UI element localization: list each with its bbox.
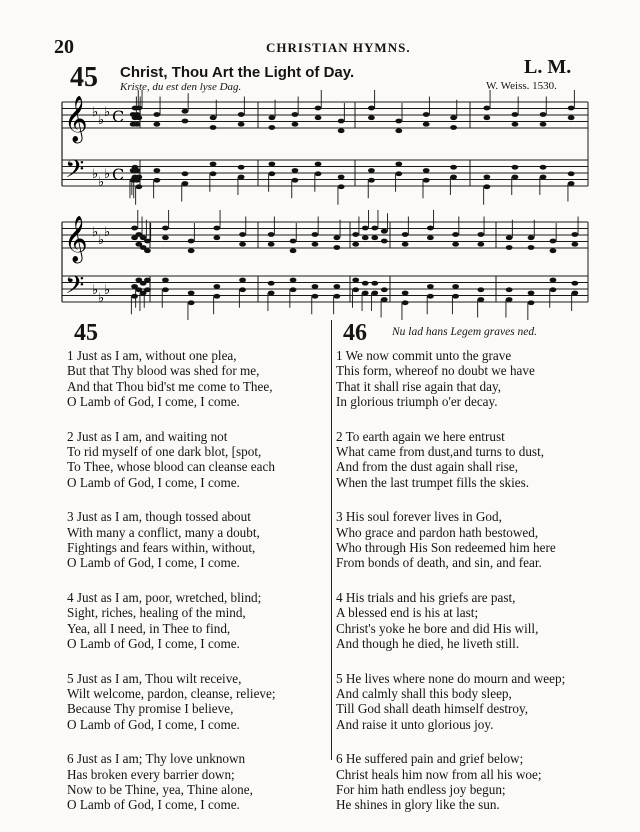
note-head	[292, 178, 299, 183]
note-head	[268, 232, 275, 237]
lyric-line: Fightings and fears within, without,	[67, 540, 256, 556]
composer: W. Weiss. 1530.	[486, 80, 557, 92]
lyric-line: Yea, all I need, in Thee to find,	[67, 620, 231, 636]
lyric-line: O Lamb of God, I come, I come.	[67, 394, 240, 410]
lyric-line: In glorious triumph o'er decay.	[336, 394, 498, 410]
note-head	[402, 242, 409, 247]
flat-icon: ♭	[92, 225, 99, 240]
hymn-46-source: Nu lad hans Legem graves ned.	[392, 326, 538, 338]
note-head	[381, 287, 388, 292]
note-head	[571, 291, 578, 296]
lyric-line: And from the dust again shall rise,	[336, 459, 519, 475]
treble-clef-icon: 𝄞	[64, 96, 88, 142]
note-head	[371, 281, 378, 286]
note-head	[239, 242, 246, 247]
note-head	[239, 287, 246, 292]
note-head	[292, 168, 299, 173]
note-head	[506, 287, 513, 292]
lyric-line: With many a conflict, many a doubt,	[67, 524, 260, 540]
note-head	[568, 171, 575, 176]
verse	[336, 429, 604, 491]
lyric-line: To Thee, whose blood can cleanse each	[67, 459, 275, 475]
note-head	[338, 119, 345, 124]
note-head	[512, 165, 519, 170]
note-head	[368, 106, 375, 111]
lyric-line: For him hath endless joy begun;	[336, 781, 506, 797]
lyric-line: Has broken every barrier down;	[67, 766, 235, 782]
lyric-line: What came from dust,and turns to dust,	[336, 444, 545, 460]
lyric-line: 5 Just as I am, Thou wilt receive,	[67, 670, 242, 686]
note-head	[452, 294, 459, 299]
flat-icon: ♭	[104, 105, 111, 120]
note-head	[238, 175, 245, 180]
note-head	[427, 294, 434, 299]
flat-icon: ♭	[98, 291, 105, 306]
note-head	[381, 297, 388, 302]
note-head	[134, 168, 141, 173]
note-head	[423, 178, 430, 183]
note-head	[423, 168, 430, 173]
note-head	[477, 232, 484, 237]
note-head	[210, 162, 217, 167]
lyric-line: Who grace and pardon hath bestowed,	[336, 524, 539, 540]
hymn-46-lyrics	[336, 348, 604, 832]
note-head	[188, 248, 195, 253]
note-head	[362, 235, 369, 240]
note-head	[135, 175, 142, 180]
verse	[67, 429, 329, 491]
note-head	[352, 287, 359, 292]
note-head	[131, 294, 138, 299]
note-head	[213, 235, 220, 240]
lyric-line: O Lamb of God, I come, I come.	[67, 716, 240, 732]
note-head	[312, 232, 319, 237]
note-head	[182, 109, 189, 114]
note-head	[477, 297, 484, 302]
note-head	[450, 165, 457, 170]
note-head	[131, 226, 138, 231]
music-score	[0, 0, 640, 320]
lyric-line: Who through His Son redeemed him here	[336, 540, 556, 556]
note-head	[450, 115, 457, 120]
flat-icon: ♭	[104, 167, 111, 182]
note-head	[153, 168, 160, 173]
note-head	[315, 162, 322, 167]
note-head	[550, 239, 557, 244]
note-head	[238, 112, 245, 117]
note-head	[239, 232, 246, 237]
lyric-line: Christ heals him now from all his woe;	[336, 766, 542, 782]
note-head	[333, 235, 340, 240]
note-head	[135, 184, 142, 189]
tune-title: Christ, Thou Art the Light of Day.	[120, 64, 355, 81]
note-head	[162, 278, 169, 283]
note-head	[338, 184, 345, 189]
note-head	[162, 226, 169, 231]
flat-icon: ♭	[92, 283, 99, 298]
note-head	[315, 106, 322, 111]
lyric-line: But that Thy blood was shed for me,	[67, 363, 260, 379]
column-divider	[331, 320, 332, 760]
note-head	[188, 291, 195, 296]
note-head	[182, 181, 189, 186]
verse	[67, 671, 329, 733]
note-head	[352, 232, 359, 237]
note-head	[368, 115, 375, 120]
note-head	[210, 115, 217, 120]
lyric-line: And that Thou bid'st me come to Thee,	[67, 378, 273, 394]
note-head	[362, 226, 369, 231]
verse	[336, 509, 604, 571]
note-head	[371, 235, 378, 240]
lyric-line: 3 His soul forever lives in God,	[336, 509, 502, 525]
flat-icon: ♭	[104, 225, 111, 240]
flat-icon: ♭	[92, 105, 99, 120]
note-head	[162, 287, 169, 292]
hymn-45-lyrics	[67, 348, 329, 832]
note-head	[213, 284, 220, 289]
lyric-line: Because Thy promise I believe,	[67, 701, 234, 717]
lyric-line: 1 We now commit unto the grave	[336, 348, 512, 363]
lyric-line: And calmly shall this body sleep,	[336, 685, 512, 701]
note-head	[427, 284, 434, 289]
note-head	[290, 278, 297, 283]
verse	[67, 590, 329, 652]
note-head	[268, 125, 275, 130]
flat-icon: ♭	[98, 233, 105, 248]
lyric-line: O Lamb of God, I come, I come.	[67, 797, 240, 813]
note-head	[477, 287, 484, 292]
bass-clef-icon: 𝄢	[65, 271, 85, 306]
note-head	[210, 125, 217, 130]
note-head	[423, 112, 430, 117]
flat-icon: ♭	[104, 283, 111, 298]
note-head	[371, 291, 378, 296]
lyric-line: 2 Just as I am, and waiting not	[67, 428, 228, 444]
note-head	[268, 281, 275, 286]
note-head	[550, 248, 557, 253]
note-head	[268, 171, 275, 176]
note-head	[333, 294, 340, 299]
note-head	[477, 242, 484, 247]
note-head	[333, 284, 340, 289]
note-head	[338, 175, 345, 180]
note-head	[427, 235, 434, 240]
note-head	[395, 162, 402, 167]
lyric-line: A blessed end is his at last;	[336, 605, 479, 621]
common-time-icon: C	[112, 165, 125, 184]
lyric-line: This form, whereof no doubt we have	[336, 363, 535, 379]
note-head	[506, 235, 513, 240]
lyric-line: 4 Just as I am, poor, wretched, blind;	[67, 589, 262, 605]
note-head	[268, 162, 275, 167]
note-head	[290, 239, 297, 244]
note-head	[268, 115, 275, 120]
flat-icon: ♭	[92, 167, 99, 182]
note-head	[213, 294, 220, 299]
lyric-line: To rid myself of one dark blot, [spot,	[67, 444, 262, 460]
lyric-line: When the last trumpet fills the skies.	[336, 474, 530, 490]
note-head	[528, 291, 535, 296]
lyric-line: He shines in glory like the sun.	[336, 797, 500, 813]
note-head	[512, 122, 519, 127]
verse	[336, 671, 604, 733]
lyric-line: 6 He suffered pain and grief below;	[336, 751, 524, 767]
treble-clef-icon: 𝄞	[64, 216, 88, 262]
note-head	[540, 112, 547, 117]
note-head	[239, 278, 246, 283]
note-head	[528, 245, 535, 250]
lyric-line: And though he died, he liveth still.	[336, 636, 520, 652]
note-head	[153, 112, 160, 117]
note-head	[315, 115, 322, 120]
note-head	[153, 178, 160, 183]
common-time-icon: C	[112, 107, 125, 126]
page-number: 20	[54, 36, 74, 58]
note-head	[506, 297, 513, 302]
note-head	[506, 245, 513, 250]
note-head	[568, 115, 575, 120]
lyric-line: 1 Just as I am, without one plea,	[67, 348, 237, 363]
note-head	[312, 284, 319, 289]
note-head	[182, 119, 189, 124]
note-head	[238, 122, 245, 127]
note-head	[381, 239, 388, 244]
flat-icon: ♭	[98, 175, 105, 190]
lyric-line: Christ's yoke he bore and did His will,	[336, 620, 539, 636]
note-head	[238, 165, 245, 170]
lyric-line: 5 He lives where none do mourn and weep;	[336, 670, 566, 686]
lyric-line: From bonds of death, and sin, and fear.	[336, 555, 542, 571]
note-head	[352, 278, 359, 283]
verse	[336, 751, 604, 813]
note-head	[540, 165, 547, 170]
note-head	[483, 106, 490, 111]
note-head	[402, 232, 409, 237]
note-head	[423, 122, 430, 127]
note-head	[135, 106, 142, 111]
bass-clef-icon: 𝄢	[65, 155, 85, 190]
note-head	[571, 232, 578, 237]
lyric-line: Till God shall death himself destroy,	[336, 701, 529, 717]
note-head	[162, 235, 169, 240]
note-head	[395, 171, 402, 176]
lyric-line: 3 Just as I am, though tossed about	[67, 509, 251, 525]
note-head	[315, 171, 322, 176]
note-head	[512, 112, 519, 117]
note-head	[188, 239, 195, 244]
note-head	[292, 122, 299, 127]
note-head	[483, 115, 490, 120]
note-head	[268, 291, 275, 296]
note-head	[144, 287, 151, 292]
lyric-line: And raise it unto glorious joy.	[336, 716, 494, 732]
note-head	[368, 178, 375, 183]
verse	[336, 590, 604, 652]
note-head	[452, 284, 459, 289]
verse	[336, 348, 604, 410]
note-head	[268, 242, 275, 247]
note-head	[371, 226, 378, 231]
verse	[67, 509, 329, 571]
note-head	[182, 171, 189, 176]
note-head	[290, 248, 297, 253]
note-head	[550, 278, 557, 283]
note-head	[135, 115, 142, 120]
meter: L. M.	[524, 56, 572, 78]
note-head	[395, 128, 402, 133]
note-head	[452, 232, 459, 237]
note-head	[290, 287, 297, 292]
note-head	[450, 175, 457, 180]
note-head	[568, 106, 575, 111]
note-head	[571, 242, 578, 247]
lyric-line: 4 His trials and his griefs are past,	[336, 589, 516, 605]
note-head	[292, 112, 299, 117]
note-head	[571, 281, 578, 286]
note-head	[528, 235, 535, 240]
note-head	[144, 278, 151, 283]
verse	[67, 348, 329, 410]
note-head	[338, 128, 345, 133]
lyric-line: O Lamb of God, I come, I come.	[67, 636, 240, 652]
note-head	[368, 168, 375, 173]
note-head	[352, 242, 359, 247]
note-head	[134, 122, 141, 127]
note-head	[210, 171, 217, 176]
lyric-line: Sight, riches, healing of the mind,	[67, 605, 246, 621]
note-head	[362, 281, 369, 286]
lyric-line: Wilt welcome, pardon, cleanse, relieve;	[67, 685, 276, 701]
hymn-45-number: 45	[74, 320, 98, 346]
flat-icon: ♭	[98, 113, 105, 128]
tune-subtitle: Kriste, du est den lyse Dag.	[120, 81, 242, 93]
note-head	[450, 125, 457, 130]
note-head	[333, 245, 340, 250]
note-head	[188, 300, 195, 305]
note-head	[144, 248, 151, 253]
lyric-line: O Lamb of God, I come, I come.	[67, 474, 240, 490]
verse	[67, 751, 329, 813]
hymn-46-number: 46	[343, 320, 367, 346]
note-head	[395, 119, 402, 124]
note-head	[362, 291, 369, 296]
note-head	[402, 291, 409, 296]
note-head	[512, 175, 519, 180]
note-head	[144, 239, 151, 244]
note-head	[483, 175, 490, 180]
lyric-line: That it shall rise again that day,	[336, 378, 502, 394]
note-head	[153, 122, 160, 127]
note-head	[452, 242, 459, 247]
lyric-line: 2 To earth again we here entrust	[336, 428, 505, 444]
note-head	[540, 122, 547, 127]
note-head	[213, 226, 220, 231]
note-head	[312, 242, 319, 247]
tune-number: 45	[70, 62, 98, 93]
lyric-line: O Lamb of God, I come, I come.	[67, 555, 240, 571]
note-head	[312, 294, 319, 299]
running-title: CHRISTIAN HYMNS.	[266, 40, 411, 55]
lyric-line: Now to be Thine, yea, Thine alone,	[67, 781, 253, 797]
lyric-line: 6 Just as I am; Thy love unknown	[67, 751, 246, 767]
note-head	[381, 229, 388, 234]
note-head	[528, 300, 535, 305]
note-head	[568, 181, 575, 186]
note-head	[402, 300, 409, 305]
note-head	[427, 226, 434, 231]
note-head	[540, 175, 547, 180]
note-head	[550, 287, 557, 292]
note-head	[483, 184, 490, 189]
